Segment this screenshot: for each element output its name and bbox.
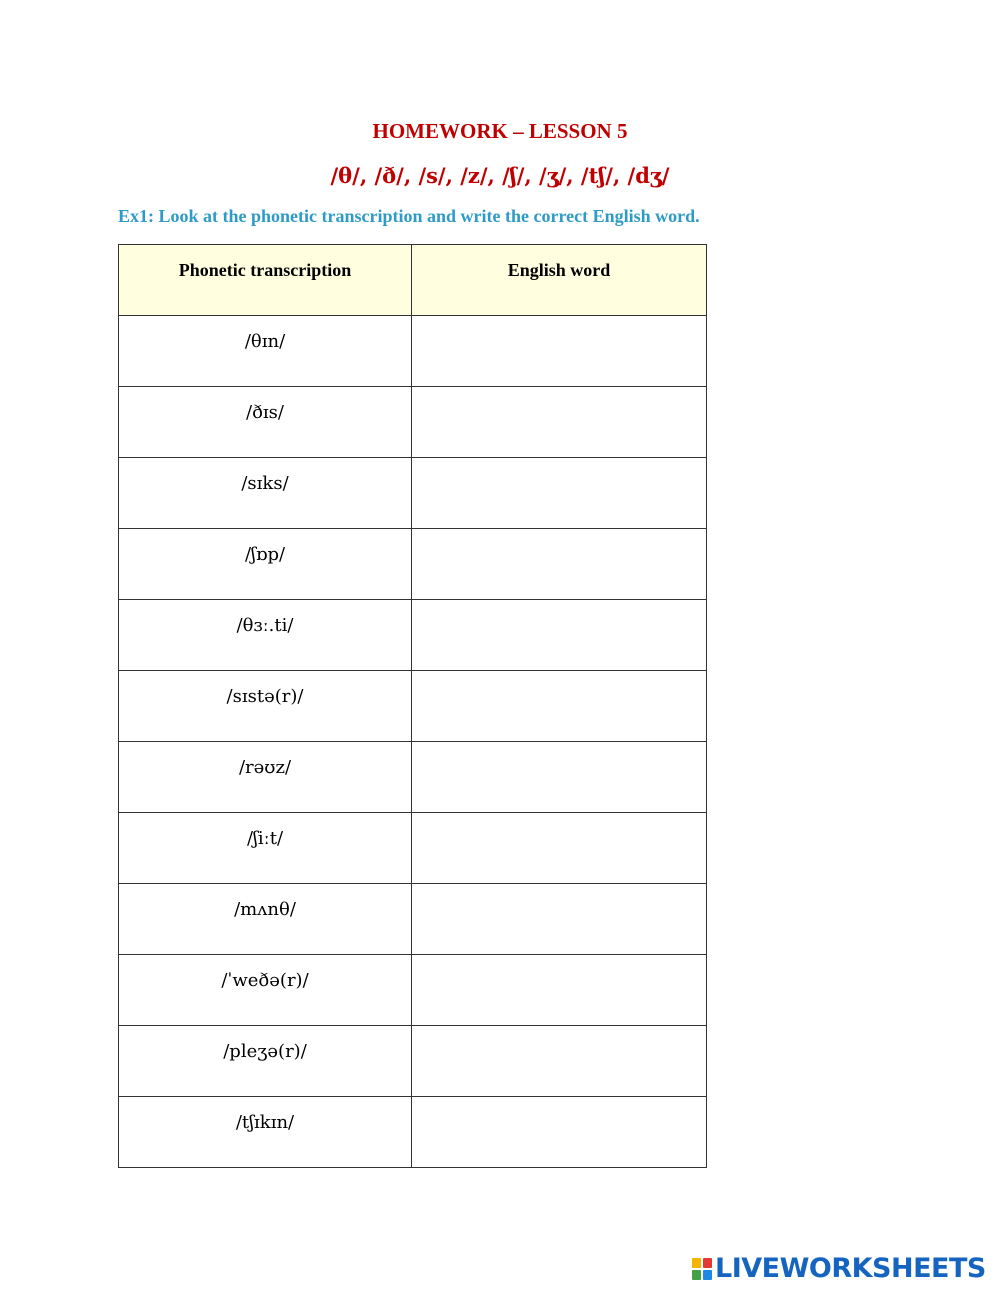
table-row	[119, 529, 707, 600]
table-row	[119, 1097, 707, 1168]
phonetic-transcription-cell: /ʃɒp/	[119, 529, 412, 600]
table-row	[119, 813, 707, 884]
table-row	[119, 884, 707, 955]
english-word-answer-cell[interactable]	[412, 813, 707, 884]
table-row	[119, 600, 707, 671]
english-word-answer-cell[interactable]	[412, 316, 707, 387]
table-row	[119, 671, 707, 742]
logo-square-green	[692, 1270, 701, 1280]
english-word-answer-cell[interactable]	[412, 1097, 707, 1168]
liveworksheets-logo	[692, 1254, 986, 1284]
column-header-english-word: English word	[412, 245, 707, 316]
phonetic-transcription-cell: /pleʒə(r)/	[119, 1026, 412, 1097]
phonetic-transcription-cell: /sɪks/	[119, 458, 412, 529]
logo-square-red	[703, 1258, 712, 1268]
phonetic-transcription-cell: /sɪstə(r)/	[119, 671, 412, 742]
english-word-answer-cell[interactable]	[412, 529, 707, 600]
english-word-answer-cell[interactable]	[412, 387, 707, 458]
english-word-answer-cell[interactable]	[412, 884, 707, 955]
phonetic-transcription-cell: /θɜː.ti/	[119, 600, 412, 671]
page-subtitle-sounds: /θ/, /ð/, /s/, /z/, /ʃ/, /ʒ/, /tʃ/, /dʒ/	[330, 163, 670, 188]
worksheet-table	[118, 244, 707, 1168]
english-word-answer-cell[interactable]	[412, 955, 707, 1026]
table-row	[119, 742, 707, 813]
table-row	[119, 458, 707, 529]
phonetic-transcription-cell: /tʃɪkɪn/	[119, 1097, 412, 1168]
phonetic-transcription-cell: /θɪn/	[119, 316, 412, 387]
english-word-answer-cell[interactable]	[412, 458, 707, 529]
exercise-instruction: Ex1: Look at the phonetic transcription and write the correct English word.	[118, 206, 700, 226]
phonetic-transcription-cell: /ˈweðə(r)/	[119, 955, 412, 1026]
table-row	[119, 387, 707, 458]
phonetic-transcription-cell: /ʃiːt/	[119, 813, 412, 884]
english-word-answer-cell[interactable]	[412, 742, 707, 813]
english-word-answer-cell[interactable]	[412, 600, 707, 671]
english-word-answer-cell[interactable]	[412, 671, 707, 742]
liveworksheets-logo-icon	[692, 1258, 712, 1280]
table-row	[119, 1026, 707, 1097]
column-header-phonetic: Phonetic transcription	[119, 245, 412, 316]
phonetic-transcription-cell: /mʌnθ/	[119, 884, 412, 955]
logo-text: LIVEWORKSHEETS	[715, 1253, 986, 1284]
logo-square-blue	[703, 1270, 712, 1280]
phonetic-transcription-cell: /ðɪs/	[119, 387, 412, 458]
table-header-row	[119, 245, 707, 316]
phonetic-transcription-cell: /rəʊz/	[119, 742, 412, 813]
page-title: HOMEWORK – LESSON 5	[372, 119, 628, 143]
table-row	[119, 316, 707, 387]
english-word-answer-cell[interactable]	[412, 1026, 707, 1097]
table-body	[119, 316, 707, 1168]
logo-square-yellow	[692, 1258, 701, 1268]
table-row	[119, 955, 707, 1026]
